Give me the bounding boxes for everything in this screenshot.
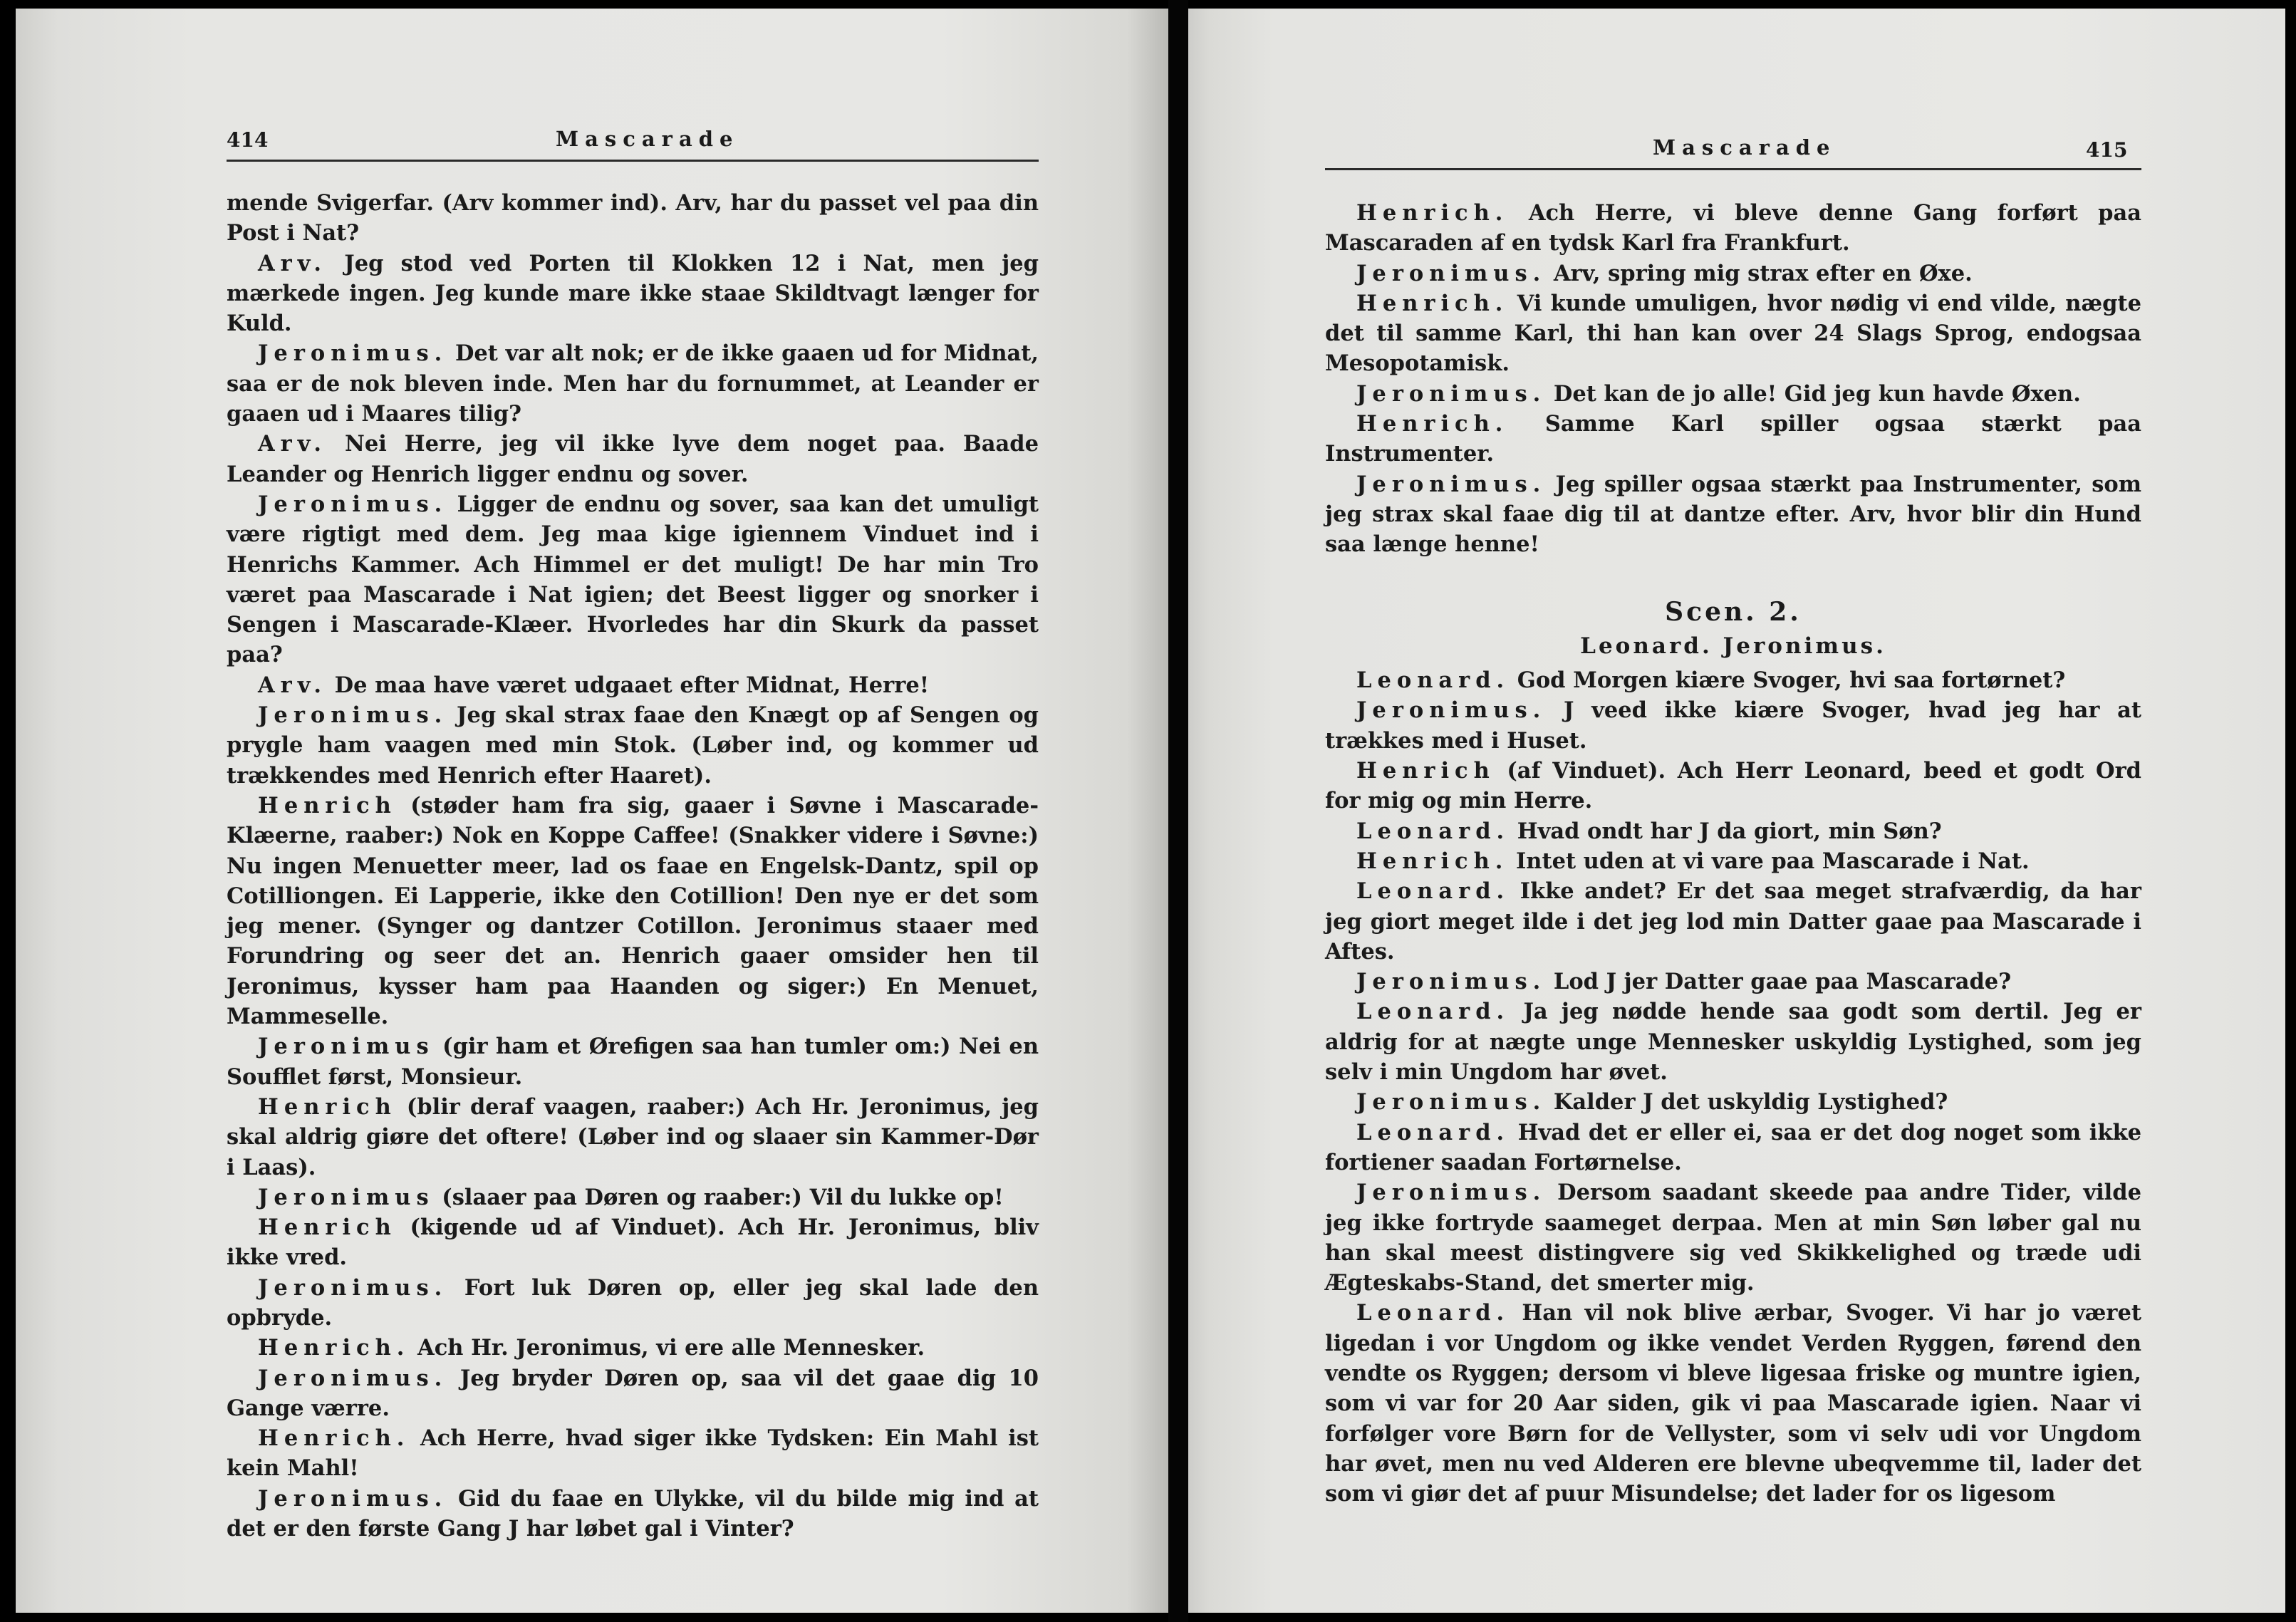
speaker-name: Henrich bbox=[258, 1093, 397, 1120]
paragraph bbox=[1325, 1298, 2141, 1509]
paragraph bbox=[1325, 1177, 2141, 1298]
paragraph-text: (støder ham fra sig, gaaer i Søvne i Mascarade-Klæerne, raaber:) Nok en Koppe Caffee! (Snakker videre i Søvne:) Nu ingen Menuetter meer, lad os faae en Engelsk-Dantz, spil op Cotilliongen. Ei Lapperie, ikke den Cotillion! Den nye er det som jeg mener. (Synger og dantzer Cotillon. Jeronimus staaer med Forundring og seer det an. Henrich gaaer omsider hen til Jeronimus, kysser ham paa Haanden og siger:) En Menuet, Mammeselle. bbox=[227, 792, 1039, 1030]
paragraph-text: Hvad det er eller ei, saa er det dog noget som ikke fortiener saadan Fortørnelse. bbox=[1325, 1119, 2141, 1175]
paragraph bbox=[1325, 379, 2141, 409]
paragraph bbox=[227, 791, 1039, 1031]
speaker-name: Henrich. bbox=[258, 1335, 410, 1361]
right-paragraphs-after-scene bbox=[1325, 665, 2141, 1509]
paragraph-text: Fort luk Døren op, eller jeg skal lade den opbryde. bbox=[227, 1274, 1039, 1331]
paragraph bbox=[227, 1363, 1039, 1424]
speaker-name: Jeronimus. bbox=[258, 1274, 448, 1301]
paragraph bbox=[1325, 198, 2141, 259]
paragraph-text: Nei Herre, jeg vil ikke lyve dem noget paa. Baade Leander og Henrich ligger endnu og sover. bbox=[227, 431, 1039, 487]
speaker-name: Jeronimus. bbox=[1356, 260, 1547, 286]
speaker-name: Henrich bbox=[1356, 758, 1495, 784]
paragraph-text: (af Vinduet). Ach Herr Leonard, beed et godt Ord for mig og min Herre. bbox=[1325, 758, 2141, 814]
paragraph-text: De maa have været udgaaet efter Midnat, Herre! bbox=[327, 672, 930, 698]
paragraph bbox=[227, 1273, 1039, 1334]
scene-title: Scen. 2. bbox=[1665, 596, 1802, 627]
paragraph bbox=[227, 188, 1039, 249]
speaker-name: Leonard. bbox=[1356, 818, 1510, 844]
paragraph bbox=[227, 1423, 1039, 1484]
paragraph-text: Ach Herre, hvad siger ikke Tydsken: Ein Mahl ist kein Mahl! bbox=[227, 1425, 1039, 1482]
paragraph bbox=[227, 429, 1039, 489]
speaker-name: Jeronimus. bbox=[1356, 697, 1547, 724]
paragraph bbox=[1325, 967, 2141, 997]
paragraph-text: Jeg bryder Døren op, saa vil det gaae dig 10 Gange værre. bbox=[227, 1365, 1039, 1421]
paragraph-text: Hvad ondt har J da giort, min Søn? bbox=[1510, 818, 1942, 844]
speaker-name: Jeronimus. bbox=[1356, 1089, 1547, 1116]
speaker-name: Jeronimus bbox=[258, 1184, 435, 1210]
paragraph bbox=[1325, 846, 2141, 876]
paragraph-text: (slaaer paa Døren og raaber:) Vil du lukke op! bbox=[434, 1184, 1004, 1210]
speaker-name: Jeronimus. bbox=[1356, 969, 1547, 995]
speaker-name: Leonard. bbox=[1356, 1119, 1510, 1145]
paragraph-text: Ach Herre, vi bleve denne Gang forført paa Mascaraden af en tydsk Karl fra Frankfurt. bbox=[1325, 200, 2141, 256]
paragraph bbox=[227, 1092, 1039, 1182]
paragraph-text: mende Svigerfar. (Arv kommer ind). Arv, har du passet vel paa din Post i Nat? bbox=[227, 190, 1039, 246]
paragraph bbox=[1325, 288, 2141, 379]
paragraph-text: J veed ikke kiære Svoger, hvad jeg har at trækkes med i Huset. bbox=[1325, 697, 2141, 754]
paragraph bbox=[1325, 665, 2141, 695]
paragraph-text: Han vil nok blive ærbar, Svoger. Vi har jo været ligedan i vor Ungdom og ikke vendet Verden Ryggen, førend den vendte os Ryggen; dersom vi bleve ligesaa friske og muntre igien, som vi var for 20 Aar siden, gik vi paa Mascarade igien. Naar vi forfølger vore Børn for de Vellyster, som vi selv udi vor Ungdom har øvet, men nu ved Alderen ere blevne ubeqvemme til, lader det som vi giør det af puur Misundelse; det lader for os ligesom bbox=[1325, 1300, 2141, 1507]
paragraph bbox=[1325, 469, 2141, 560]
paragraph-text: Dersom saadant skeede paa andre Tider, vilde jeg ikke fortryde saameget derpaa. Men at min Søn løber gal nu han skal meest distingvere sig ved Skikkelighed og træde udi Ægteskabs-Stand, det smerter mig. bbox=[1325, 1180, 2141, 1296]
paragraph-text: Ligger de endnu og sover, saa kan det umuligt være rigtigt med dem. Jeg maa kige igiennem Vinduet ind i Henrichs Kammer. Ach Himmel er det muligt! De har min Tro været paa Mascarade i Nat igien; det Beest ligger og snorker i Sengen i Mascarade-Klæer. Hvorledes har din Skurk da passet paa? bbox=[227, 491, 1039, 668]
paragraph bbox=[227, 338, 1039, 429]
paragraph-text: Jeg skal strax faae den Knægt op af Sengen og prygle ham vaagen med min Stok. (Løber ind, og kommer ud trækkendes med Henrich efter Haaret). bbox=[227, 702, 1039, 789]
right-running-head: Mascarade bbox=[1653, 135, 1837, 160]
paragraph bbox=[227, 1182, 1039, 1212]
speaker-name: Henrich. bbox=[1356, 411, 1509, 437]
paragraph bbox=[1325, 816, 2141, 846]
left-page bbox=[16, 9, 1168, 1613]
paragraph-text: Det var alt nok; er de ikke gaaen ud for Midnat, saa er de nok bleven inde. Men har du fornummet, at Leander er gaaen ud i Maares tilig? bbox=[227, 340, 1039, 427]
paragraph bbox=[1325, 695, 2141, 756]
paragraph-text: Vi kunde umuligen, hvor nødig vi end vilde, nægte det til samme Karl, thi han kan over 24 Slags Sprog, endogsaa Mesopotamisk. bbox=[1325, 290, 2141, 377]
right-page bbox=[1188, 9, 2285, 1613]
speaker-name: Henrich. bbox=[1356, 200, 1509, 226]
paragraph-text: Samme Karl spiller ogsaa stærkt paa Instrumenter. bbox=[1325, 411, 2141, 467]
paragraph bbox=[227, 670, 1039, 700]
speaker-name: Jeronimus. bbox=[258, 1485, 448, 1512]
speaker-name: Jeronimus. bbox=[258, 1365, 448, 1391]
speaker-name: Henrich. bbox=[258, 1425, 410, 1452]
paragraph-text: (kigende ud af Vinduet). Ach Hr. Jeronimus, bliv ikke vred. bbox=[227, 1215, 1039, 1271]
speaker-name: Henrich. bbox=[1356, 290, 1509, 316]
paragraph bbox=[1325, 409, 2141, 469]
speaker-name: Jeronimus. bbox=[1356, 1180, 1547, 1206]
paragraph-text: Ikke andet? Er det saa meget strafværdig, da har jeg giort meget ilde i det jeg lod min Datter gaae paa Mascarade i Aftes. bbox=[1325, 878, 2141, 965]
paragraph-text: God Morgen kiære Svoger, hvi saa fortørnet? bbox=[1510, 667, 2066, 694]
left-text-block bbox=[227, 188, 1039, 1544]
speaker-name: Henrich bbox=[258, 792, 397, 818]
paragraph-text: Jeg stod ved Porten til Klokken 12 i Nat, men jeg mærkede ingen. Jeg kunde mare ikke staae Skildtvagt længer for Kuld. bbox=[227, 250, 1039, 337]
right-paragraphs-before-scene bbox=[1325, 198, 2141, 560]
paragraph-text: Lod J jer Datter gaae paa Mascarade? bbox=[1546, 969, 2012, 995]
speaker-name: Leonard. bbox=[1356, 878, 1510, 905]
speaker-name: Leonard. bbox=[1356, 1300, 1510, 1326]
paragraph bbox=[227, 1031, 1039, 1092]
left-running-head: Mascarade bbox=[556, 127, 739, 151]
speaker-name: Henrich. bbox=[1356, 848, 1509, 874]
speaker-name: Jeronimus. bbox=[1356, 471, 1547, 497]
paragraph bbox=[227, 489, 1039, 670]
paragraph bbox=[227, 1484, 1039, 1544]
paragraph bbox=[227, 1212, 1039, 1273]
speaker-name: Jeronimus. bbox=[1356, 380, 1547, 407]
paragraph bbox=[227, 700, 1039, 791]
paragraph bbox=[227, 1333, 1039, 1363]
speaker-name: Jeronimus. bbox=[258, 702, 448, 729]
paragraph bbox=[1325, 876, 2141, 967]
paragraph-text: Intet uden at vi vare paa Mascarade i Nat. bbox=[1508, 848, 2030, 874]
speaker-name: Jeronimus. bbox=[258, 340, 448, 367]
book-gutter bbox=[1168, 0, 1188, 1622]
paragraph bbox=[1325, 756, 2141, 816]
speaker-name: Arv. bbox=[258, 250, 328, 276]
paragraph bbox=[1325, 1087, 2141, 1117]
left-page-number: 414 bbox=[227, 128, 269, 152]
paragraph-text: Ja jeg nødde hende saa godt som dertil. Jeg er aldrig for at nægte unge Mennesker uskyldig Lystighed, som jeg selv i min Ungdom har øvet. bbox=[1325, 999, 2141, 1086]
paragraph bbox=[1325, 259, 2141, 288]
paragraph-text: Ach Hr. Jeronimus, vi ere alle Mennesker. bbox=[410, 1335, 925, 1361]
paragraph-text: (blir deraf vaagen, raaber:) Ach Hr. Jeronimus, jeg skal aldrig giøre det oftere! (Løber ind og slaaer sin Kammer-Dør i Laas). bbox=[227, 1093, 1039, 1180]
paragraph-text: Kalder J det uskyldig Lystighed? bbox=[1546, 1089, 1948, 1116]
speaker-name: Jeronimus bbox=[258, 1034, 435, 1060]
paragraph-text: (gir ham et Ørefigen saa han tumler om:) Nei en Soufflet først, Monsieur. bbox=[227, 1034, 1039, 1090]
right-header-rule bbox=[1325, 168, 2141, 170]
paragraph-text: Jeg spiller ogsaa stærkt paa Instrumenter, som jeg strax skal faae dig til at dantze efter. Arv, hvor blir din Hund saa længe henne! bbox=[1325, 471, 2141, 558]
right-page-number: 415 bbox=[2086, 138, 2128, 162]
speaker-name: Arv. bbox=[258, 672, 328, 698]
right-text-block bbox=[1325, 198, 2141, 1509]
speaker-name: Jeronimus. bbox=[258, 491, 448, 517]
scene-cast: Leonard. Jeronimus. bbox=[1580, 633, 1886, 659]
left-header-rule bbox=[227, 160, 1039, 162]
speaker-name: Arv. bbox=[258, 431, 328, 457]
paragraph bbox=[227, 249, 1039, 339]
paragraph-text: Gid du faae en Ulykke, vil du bilde mig ind at det er den første Gang J har løbet gal i Vinter? bbox=[227, 1485, 1039, 1542]
paragraph-text: Arv, spring mig strax efter en Øxe. bbox=[1546, 260, 1973, 286]
paragraph bbox=[1325, 1118, 2141, 1178]
paragraph bbox=[1325, 997, 2141, 1087]
speaker-name: Leonard. bbox=[1356, 999, 1510, 1025]
speaker-name: Leonard. bbox=[1356, 667, 1510, 694]
speaker-name: Henrich bbox=[258, 1215, 397, 1241]
paragraph-text: Det kan de jo alle! Gid jeg kun havde Øxen. bbox=[1546, 380, 2081, 407]
